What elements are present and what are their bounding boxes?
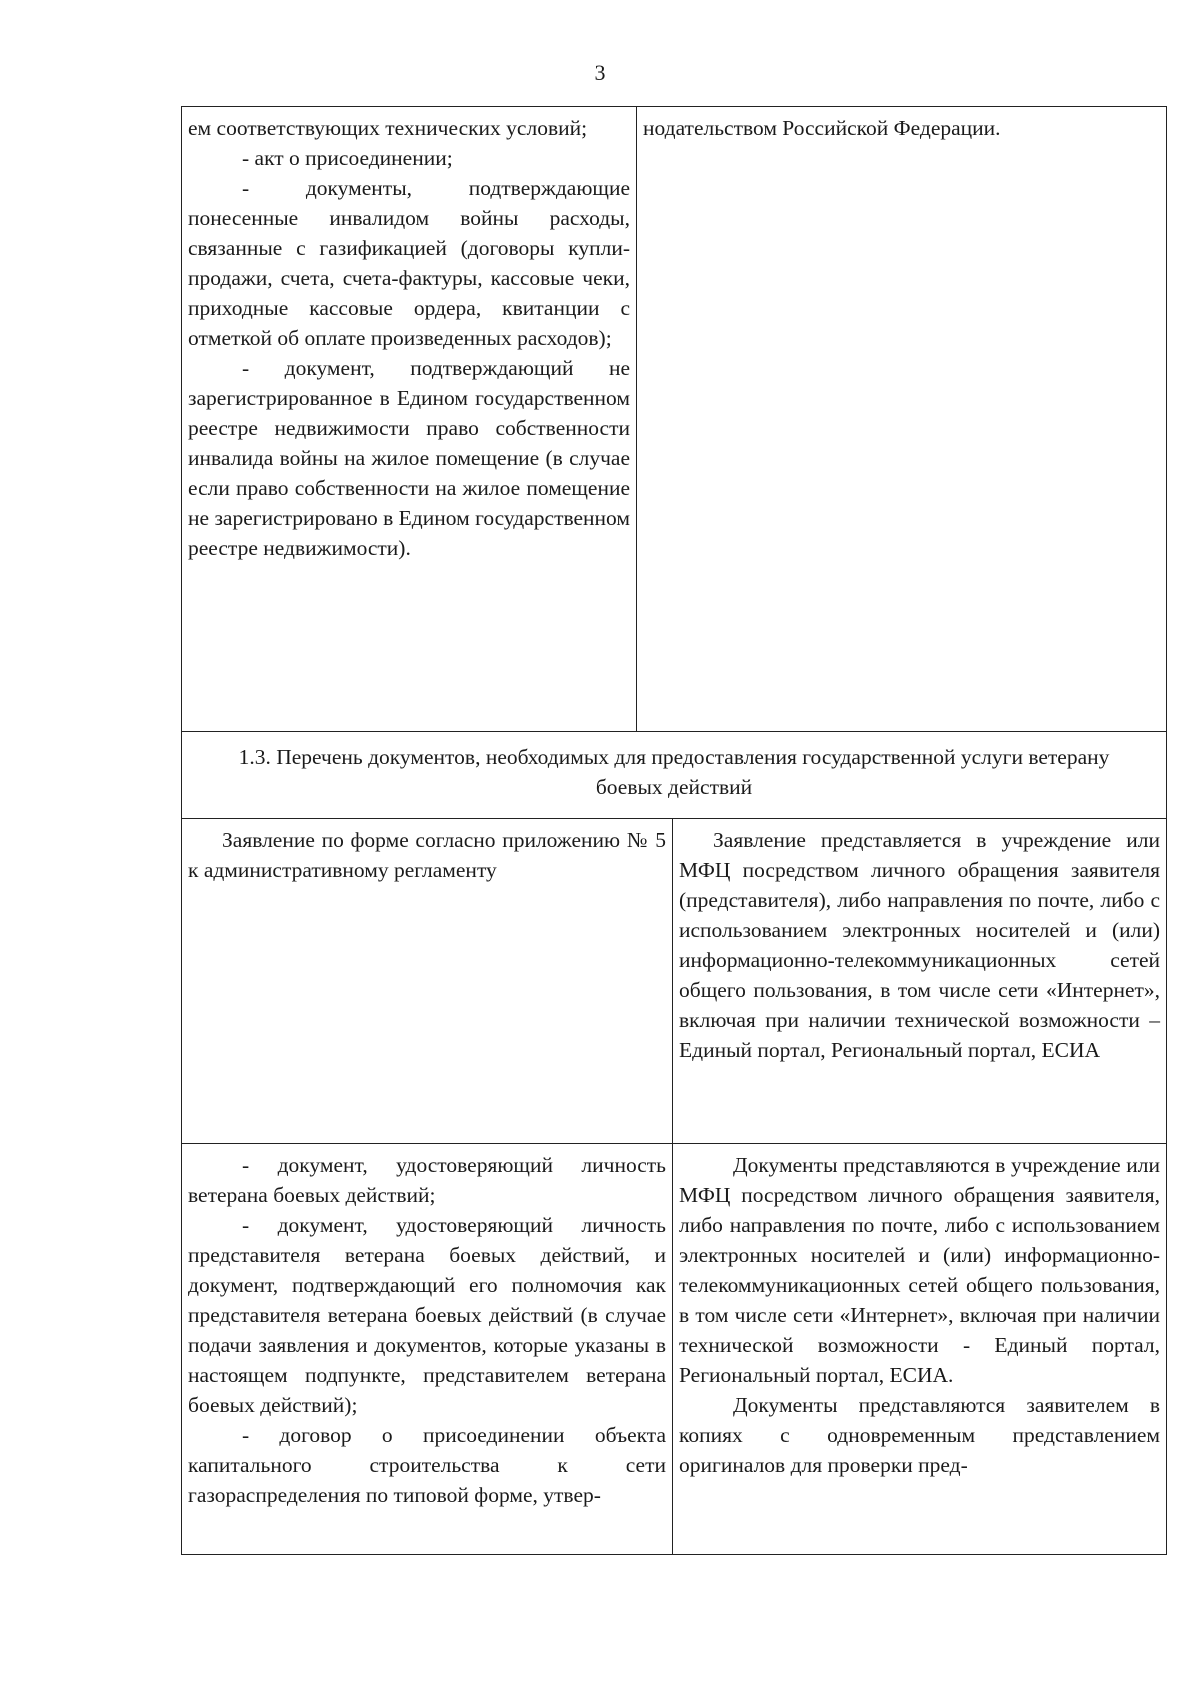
table-row [182,107,1167,732]
list-item: - документ, удостоверяющий личность ветерана боевых действий; [188,1153,666,1207]
list-item: - акт о присоединении; [242,146,453,170]
section-heading-text: 1.3. Перечень документов, необходимых для предоставления государственной услуги ветерану боевых действий [238,745,1110,799]
paragraph: Заявление представляется в учреждение или МФЦ посредством личного обращения заявителя (представителя), либо направления по почте, либо с использованием электронных носителей и (или) информационно-телекоммуникационных сетей общего пользования, в том числе сети «Интернет», включая при наличии технической возможности – Единый портал, Региональный портал, ЕСИА [679,828,1161,1062]
table-cell-documents [182,107,637,732]
section-heading [182,732,1167,819]
section-heading-row [182,732,1167,819]
paragraph: Документы представляются в учреждение или МФЦ посредством личного обращения заявителя, либо направления по почте, либо с использованием электронных носителей и (или) информационно-телекоммуникационных сетей общего пользования, в том числе сети «Интернет», включая при наличии технической возможности - Единый портал, Региональный портал, ЕСИА. [679,1153,1161,1387]
list-item: - договор о присоединении объекта капитального строительства к сети газораспределения по типовой форме, утвер- [188,1423,666,1507]
list-item: - документ, подтверждающий не зарегистрированное в Едином государственном реестре недвижимости право собственности инвалида войны на жилое помещение (в случае если право собственности на жилое помещение не зарегистрировано в Едином государственном реестре недвижимости). [188,356,630,560]
list-item: - документ, удостоверяющий личность представителя ветерана боевых действий, и документ, подтверждающий его полномочия как представителя ветерана боевых действий (в случае подачи заявления и документов, которые указаны в настоящем подпункте, представителем ветерана боевых действий); [188,1213,666,1417]
table-cell-documents [182,1144,673,1555]
table-cell-method [673,819,1167,1144]
table-cell-method [673,1144,1167,1555]
paragraph: ем соответствующих технических условий; [188,116,588,140]
paragraph: Документы представляются заявителем в копиях с одновременным представлением оригиналов для проверки пред- [679,1393,1161,1477]
list-item: - документы, подтверждающие понесенные инвалидом войны расходы, связанные с газификацией (договоры купли-продажи, счета, счета-фактуры, кассовые чеки, приходные кассовые ордера, квитанции с отметкой об оплате произведенных расходов); [188,176,630,350]
paragraph: нодательством Российской Федерации. [643,116,1001,140]
table-cell-documents [182,819,673,1144]
table-row [182,819,1167,1144]
table-row [182,1144,1167,1555]
documents-table [181,106,1167,1555]
table-cell-method [637,107,1167,732]
page-number: 3 [594,60,606,85]
paragraph: Заявление по форме согласно приложению № 5 к административному регламенту [188,828,666,882]
